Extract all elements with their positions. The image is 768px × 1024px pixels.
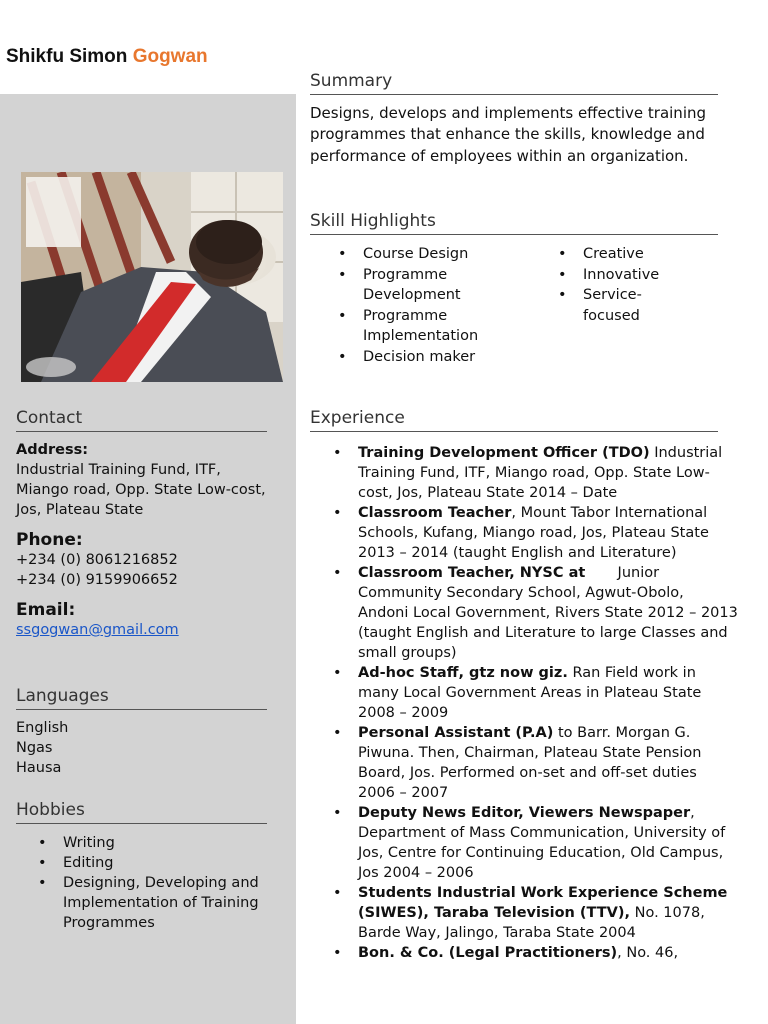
experience-detail: , Department of Mass Communication, University of Jos, Centre for Continuing Education, Old Campus, Jos 2004 – 2006	[358, 805, 726, 881]
languages-list	[16, 718, 266, 778]
experience-role: Personal Assistant (P.A)	[358, 725, 554, 741]
experience-detail: , Mount Tabor International Schools, Kufang, Miango road, Jos, Plateau State 2013 – 2014 (taught English and Literature)	[358, 505, 709, 561]
last-name: Gogwan	[132, 46, 208, 67]
experience-role: Training Development Officer (TDO)	[358, 445, 650, 461]
language-item: Hausa	[16, 760, 62, 776]
email-label: Email:	[16, 600, 76, 620]
hobby-item: • Editing	[38, 853, 263, 873]
experience-role: Bon. & Co. (Legal Practitioners)	[358, 945, 618, 961]
experience-detail: to Barr. Morgan G. Piwuna. Then, Chairman, Plateau State Pension Board, Jos. Performed on-set and off-set duties 2006 – 2007	[358, 725, 702, 801]
skill-item: • Creative	[558, 244, 718, 265]
experience-role: Classroom Teacher, NYSC at	[358, 565, 586, 581]
email-link[interactable]: ssgogwan@gmail.com	[16, 622, 179, 638]
summary-text: Designs, develops and implements effective training programmes that enhance the skills, knowledge and performance of employees within an organization.	[310, 104, 707, 165]
skills-list-2	[558, 244, 718, 326]
profile-photo	[21, 172, 283, 382]
language-item: English	[16, 720, 69, 736]
phone-2: +234 (0) 9159906652	[16, 572, 178, 588]
skill-item: • Programme Implementation	[338, 306, 498, 347]
address-text: Industrial Training Fund, ITF, Miango road, Opp. State Low-cost, Jos, Plateau State	[16, 462, 266, 518]
experience-item	[333, 663, 738, 723]
skill-item: • Course Design	[338, 244, 538, 265]
phone-label: Phone:	[16, 530, 83, 550]
candidate-name	[6, 46, 208, 68]
skills-heading: Skill Highlights	[310, 211, 718, 235]
experience-item	[333, 563, 743, 663]
experience-item	[333, 883, 738, 943]
experience-list	[333, 443, 743, 963]
experience-detail: Junior Community Secondary School, Agwut-Obolo, Andoni Local Government, Rivers State 2012 – 2013 (taught English and Literature to large Classes and small groups)	[358, 565, 743, 661]
first-names: Shikfu Simon	[6, 46, 128, 67]
skill-item: • Programme Development	[338, 265, 473, 306]
experience-heading: Experience	[310, 408, 718, 432]
hobby-item: • Designing, Developing and Implementation of Training Programmes	[38, 873, 263, 933]
skill-item: • Decision maker	[338, 347, 538, 368]
hobby-item: • Writing	[38, 833, 263, 853]
contact-block	[16, 440, 271, 640]
experience-detail: Ran Field work in many Local Government Areas in Plateau State 2008 – 2009	[358, 665, 702, 721]
contact-heading: Contact	[16, 408, 267, 432]
skill-item: • Service-focused	[558, 285, 653, 326]
summary-heading: Summary	[310, 71, 718, 95]
skills-list-1	[338, 244, 538, 367]
experience-item	[333, 503, 738, 563]
address-label: Address:	[16, 442, 89, 458]
hobbies-heading: Hobbies	[16, 800, 267, 824]
phone-1: +234 (0) 8061216852	[16, 552, 178, 568]
experience-detail: , No. 46,	[617, 945, 679, 961]
skill-item: • Innovative	[558, 265, 718, 286]
experience-item	[333, 443, 738, 503]
experience-detail: Industrial Training Fund, ITF, Miango road, Opp. State Low-cost, Jos, Plateau State 2014 – Date	[358, 445, 723, 501]
experience-role: Classroom Teacher	[358, 505, 512, 521]
experience-item	[333, 803, 738, 883]
languages-heading: Languages	[16, 686, 267, 710]
experience-role: Students Industrial Work Experience Scheme (SIWES), Taraba Television (TTV),	[358, 885, 728, 921]
experience-role: Deputy News Editor, Viewers Newspaper	[358, 805, 691, 821]
language-item: Ngas	[16, 740, 53, 756]
experience-item	[333, 723, 738, 803]
experience-item	[333, 943, 738, 963]
hobbies-list	[38, 833, 263, 933]
experience-role: Ad-hoc Staff, gtz now giz.	[358, 665, 568, 681]
experience-detail: No. 1078, Barde Way, Jalingo, Taraba State 2004	[358, 905, 705, 941]
